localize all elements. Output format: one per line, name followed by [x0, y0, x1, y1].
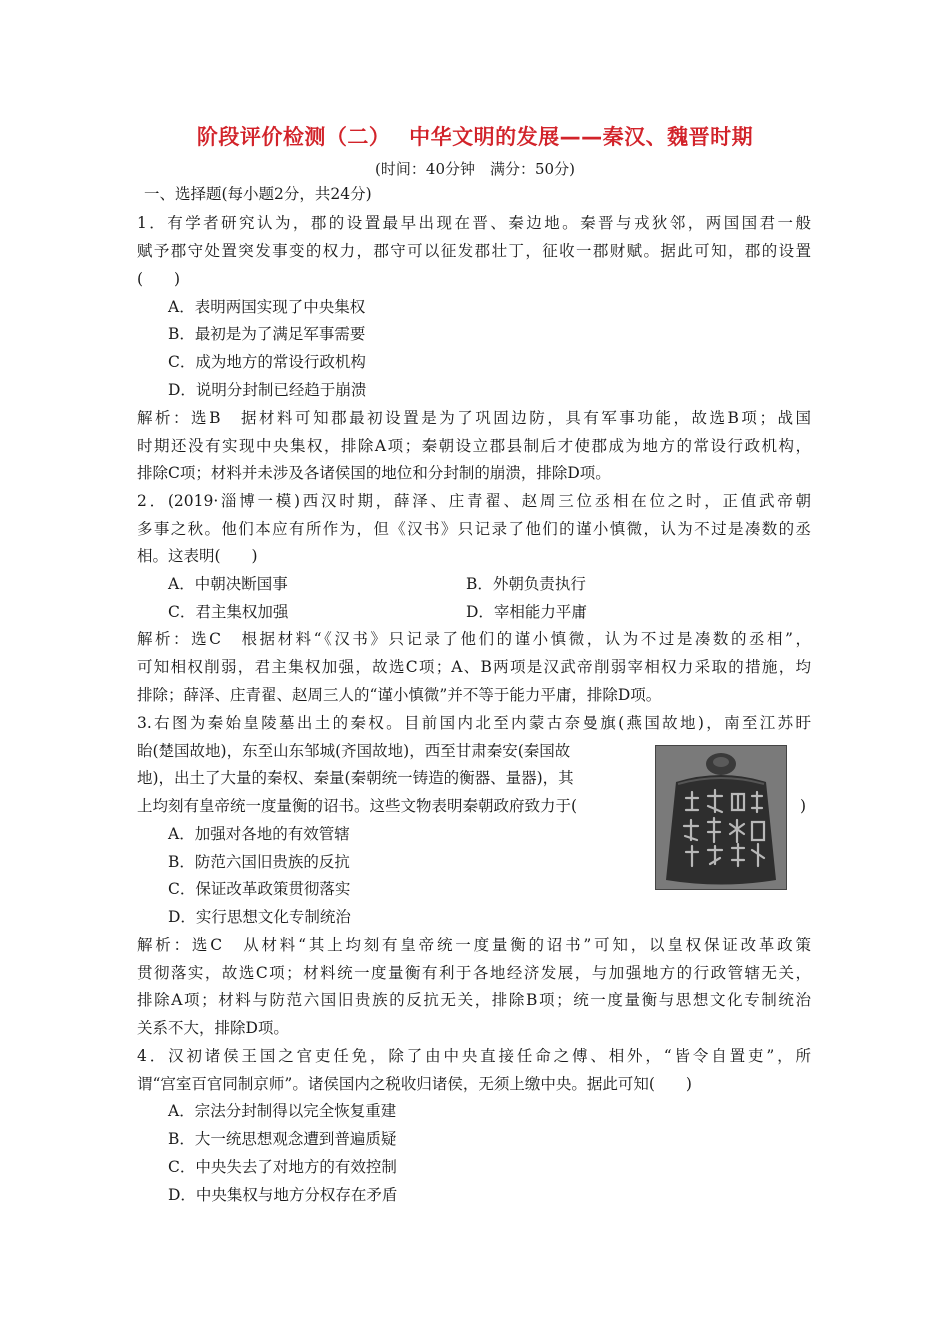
q4-option-a: A．宗法分封制得以完全恢复重建	[168, 1102, 397, 1120]
q1-stem-line1: 1．有学者研究认为，郡的设置最早出现在晋、秦边地。秦晋与戎狄邻，两国国君一般	[137, 214, 811, 232]
qin-weight-photo	[655, 745, 787, 890]
q2-explanation-line2: 可知相权削弱，君主集权加强，故选C项；A、B两项是汉武帝削弱宰相权力采取的措施，均	[137, 658, 811, 676]
q3-option-d: D．实行思想文化专制统治	[168, 908, 351, 926]
bronze-weight-illustration	[656, 746, 786, 889]
q2-stem-line1: 2．(2019·淄博一模)西汉时期，薛泽、庄青翟、赵周三位丞相在位之时，正值武帝朝	[137, 492, 811, 510]
page-title: 阶段评价检测（二） 中华文明的发展——秦汉、魏晋时期	[196, 125, 754, 149]
q2-option-d: D．宰相能力平庸	[466, 603, 587, 621]
q2-option-b: B．外朝负责执行	[466, 575, 586, 593]
q3-explanation-line2: 贯彻落实，故选C项；材料统一度量衡有利于各地经济发展，与加强地方的行政管辖无关，	[137, 964, 811, 982]
q2-option-a: A．中朝决断国事	[168, 575, 288, 593]
q1-stem-line3: ( )	[137, 270, 181, 288]
q1-option-d: D．说明分封制已经趋于崩溃	[168, 381, 367, 399]
q3-stem-line2: 眙(楚国故地)，东至山东邹城(齐国故地)，西至甘肃秦安(秦国故	[137, 742, 571, 760]
q2-explanation-line3: 排除；薛泽、庄青翟、赵周三人的“谨小慎微”并不等于能力平庸，排除D项。	[137, 686, 662, 704]
q4-option-d: D．中央集权与地方分权存在矛盾	[168, 1186, 398, 1204]
q3-stem-line4-close: )	[800, 797, 807, 815]
q3-option-c: C．保证改革政策贯彻落实	[168, 880, 351, 898]
q2-stem-line3: 相。这表明( )	[137, 547, 258, 565]
q1-explanation-line1: 解析：选B 据材料可知郡最初设置是为了巩固边防，具有军事功能，故选B项；战国	[137, 409, 811, 427]
q3-stem-line1: 3.右图为秦始皇陵墓出土的秦权。目前国内北至内蒙古奈曼旗(燕国故地)，南至江苏盱	[137, 714, 811, 732]
q1-stem-line2: 赋予郡守处置突发事变的权力，郡守可以征发郡壮丁，征收一郡财赋。据此可知，郡的设置	[137, 242, 811, 260]
q3-stem-line4: 上均刻有皇帝统一度量衡的诏书。这些文物表明秦朝政府致力于(	[137, 797, 578, 815]
q4-stem-line2: 谓“宫室百官同制京师”。诸侯国内之税收归诸侯，无须上缴中央。据此可知( )	[137, 1075, 692, 1093]
q3-explanation-line1: 解析：选C 从材料“其上均刻有皇帝统一度量衡的诏书”可知，以皇权保证改革政策	[137, 936, 811, 954]
q3-option-a: A．加强对各地的有效管辖	[168, 825, 350, 843]
q3-explanation-line4: 关系不大，排除D项。	[137, 1019, 289, 1037]
q3-stem-line3: 地)，出土了大量的秦权、秦量(秦朝统一铸造的衡器、量器)，其	[137, 769, 574, 787]
q4-stem-line1: 4．汉初诸侯王国之官吏任免，除了由中央直接任命之傅、相外，“皆令自置吏”，所	[137, 1047, 811, 1065]
q3-explanation-line3: 排除A项；材料与防范六国旧贵族的反抗无关，排除B项；统一度量衡与思想文化专制统治	[137, 991, 811, 1009]
q1-explanation-line2: 时期还没有实现中央集权，排除A项；秦朝设立郡县制后才使郡成为地方的常设行政机构，	[137, 437, 811, 455]
q1-explanation-line3: 排除C项；材料并未涉及各诸侯国的地位和分封制的崩溃，排除D项。	[137, 464, 611, 482]
q1-option-a: A．表明两国实现了中央集权	[168, 298, 366, 316]
q4-option-b: B．大一统思想观念遭到普遍质疑	[168, 1130, 397, 1148]
q2-explanation-line1: 解析：选C 根据材料“《汉书》只记录了他们的谨小慎微，认为不过是凑数的丞相”，	[137, 630, 811, 648]
q2-option-c: C．君主集权加强	[168, 603, 289, 621]
q2-stem-line2: 多事之秋。他们本应有所作为，但《汉书》只记录了他们的谨小慎微，认为不过是凑数的丞	[137, 520, 811, 538]
q4-option-c: C．中央失去了对地方的有效控制	[168, 1158, 397, 1176]
q1-option-c: C．成为地方的常设行政机构	[168, 353, 366, 371]
section-heading: 一、选择题(每小题2分，共24分)	[144, 185, 372, 203]
exam-info: (时间：40分钟 满分：50分)	[375, 160, 575, 178]
q3-option-b: B．防范六国旧贵族的反抗	[168, 853, 350, 871]
q1-option-b: B．最初是为了满足军事需要	[168, 325, 366, 343]
